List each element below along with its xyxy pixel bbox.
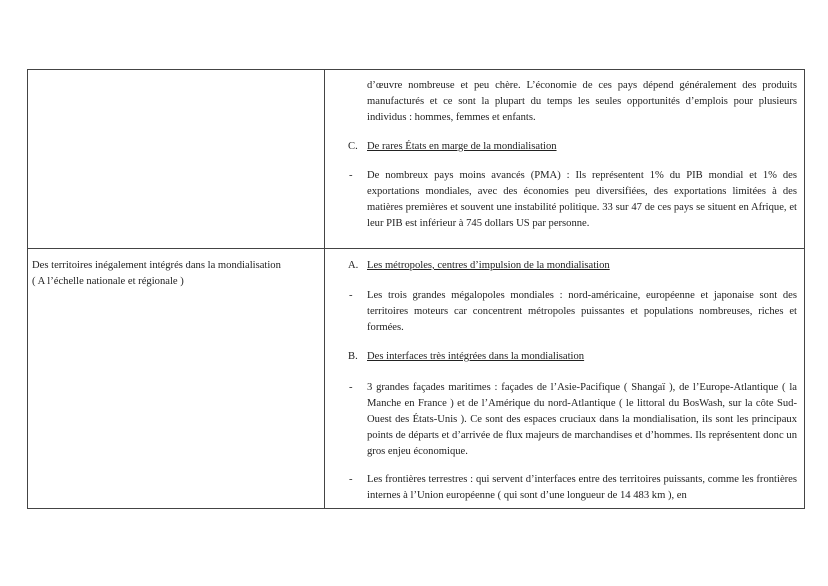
section-a-title: Les métropoles, centres d’impulsion de la mondialisation	[367, 260, 610, 271]
bullet-facades-text: 3 grandes façades maritimes : façades de l’Asie-Pacifique ( Shangaï ), de l’Europe-Atlantique ( la Manche en France ) et de l’Amérique du nord-Atlantique ( le littoral du BosWash, sur la côte Sud-Ouest des États-Unis ). Ce sont des espaces cruciaux dans la mondialisation, ils sont les principaux points de départs et d’arrivée de flux majeurs de marchandises et d’hommes. Ils représentent donc un gros enjeu économique.	[367, 382, 797, 457]
section-b-marker: B.	[348, 351, 358, 362]
table-column-divider	[324, 69, 325, 509]
bullet-facades-marker: -	[349, 382, 353, 393]
left-cell-title: Des territoires inégalement intégrés dans la mondialisation	[32, 260, 281, 271]
section-b-title: Des interfaces très intégrées dans la mondialisation	[367, 351, 585, 362]
left-cell-subtitle: ( A l’échelle nationale et régionale )	[32, 276, 184, 287]
bullet-pma-marker: -	[349, 170, 353, 181]
section-c-marker: C.	[348, 141, 358, 152]
continuation-paragraph: d’œuvre nombreuse et peu chère. L’économie de ces pays dépend généralement des produits manufacturés et ce sont la plupart du temps les seules opportunités d’emplois pour plusieurs individus : hommes, femmes et enfants.	[367, 80, 797, 123]
table-left-border	[27, 69, 28, 509]
bullet-frontieres-text: Les frontières terrestres : qui servent d’interfaces entre des territoires puissants, comme les frontières internes à l’Union européenne ( qui sont d’une longueur de 14 483 km ), en	[367, 474, 797, 501]
section-c-title: De rares États en marge de la mondialisation	[367, 141, 557, 152]
table-row-divider	[27, 248, 805, 249]
table-right-border	[804, 69, 805, 509]
bullet-megalopoles-text: Les trois grandes mégalopoles mondiales : nord-américaine, européenne et japonaise sont des territoires moteurs car concentrent métropoles puissantes et populations nombreuses, riches et formées.	[367, 290, 797, 333]
bullet-frontieres-marker: -	[349, 474, 353, 485]
bullet-megalopoles-marker: -	[349, 290, 353, 301]
bullet-pma-text: De nombreux pays moins avancés (PMA) : Ils représentent 1% du PIB mondial et 1% des exportations mondiales, avec des économies peu diversifiées, des exportations limitées à des matières premières et souvent une instabilité politique. 33 sur 47 de ces pays se situent en Afrique, et leur PIB est inférieur à 745 dollars US par personne.	[367, 170, 797, 229]
section-a-marker: A.	[348, 260, 359, 271]
